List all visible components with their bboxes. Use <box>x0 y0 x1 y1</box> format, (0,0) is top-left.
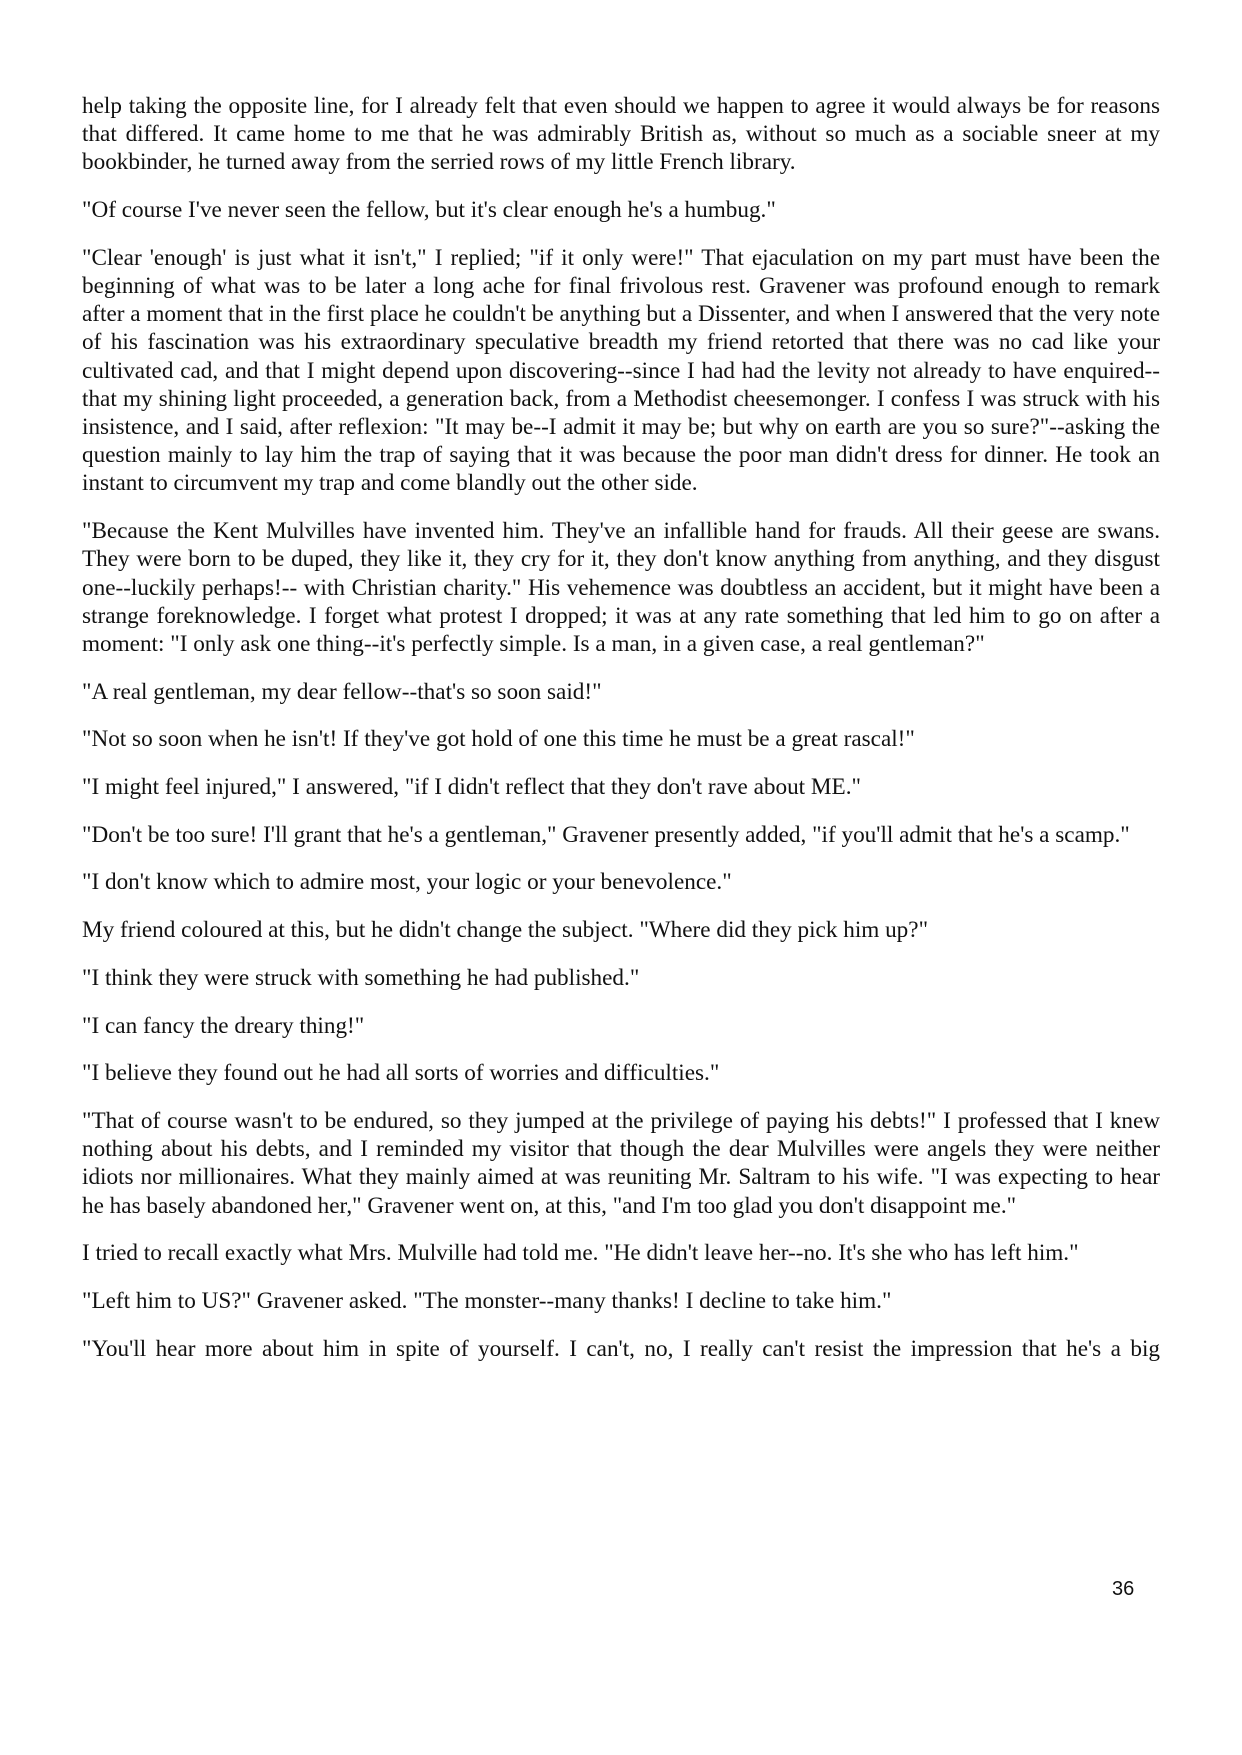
page-number: 36 <box>1112 1578 1135 1600</box>
paragraph: "I believe they found out he had all sorts of worries and difficulties." <box>82 1060 720 1087</box>
paragraph: "A real gentleman, my dear fellow--that's so soon said!" <box>82 678 602 705</box>
paragraph: I tried to recall exactly what Mrs. Mulville had told me. "He didn't leave her--no. It's she who has left him." <box>82 1240 1079 1267</box>
paragraph: "Not so soon when he isn't! If they've got hold of one this time he must be a great rascal!" <box>82 726 915 753</box>
paragraph: "I can fancy the dreary thing!" <box>82 1012 365 1039</box>
paragraph: "Because the Kent Mulvilles have invented him. They've an infallible hand for frauds. All their geese are swans. They were born to be duped, they like it, they cry for it, they don't know anything from anything, and they disgust one--luckily perhaps!-- with Christian charity." His vehemence was doubtless an accident, but it might have been a strange foreknowledge. I forget what protest I dropped; it was at any rate something that led him to go on after a moment: "I only ask one thing--it's perfectly simple. Is a man, in a given case, a real gentleman?" <box>82 518 1160 657</box>
paragraph: "Left him to US?" Gravener asked. "The monster--many thanks! I decline to take him." <box>82 1288 892 1314</box>
paragraph: "Don't be too sure! I'll grant that he's a gentleman," Gravener presently added, "if you'll admit that he's a scamp." <box>82 821 1130 848</box>
paragraph: My friend coloured at this, but he didn't change the subject. "Where did they pick him up?" <box>82 917 929 944</box>
paragraph: "You'll hear more about him in spite of yourself. I can't, no, I really can't resist the impression that he's a big <box>82 1335 1160 1362</box>
paragraph: "Clear 'enough' is just what it isn't," I replied; "if it only were!" That ejaculation on my part must have been the beginning of what was to be later a long ache for final frivolous rest. Gravener was profound enough to remark after a moment that in the first place he couldn't be anything but a Dissenter, and when I answered that the very note of his fascination was his extraordinary speculative breadth my friend retorted that there was no cad like your cultivated cad, and that I might depend upon discovering--since I had had the levity not already to have enquired--that my shining light proceeded, a generation back, from a Methodist cheesemonger. I confess I was struck with his insistence, and I said, after reflexion: "It may be--I admit it may be; but why on earth are you so sure?"--asking the question mainly to lay him the trap of saying that it was because the poor man didn't dress for dinner. He took an instant to circumvent my trap and come blandly out the other side. <box>82 244 1160 497</box>
paragraph: help taking the opposite line, for I already felt that even should we happen to agree it would always be for reasons that differed. It came home to me that he was admirably British as, without so much as a sociable sneer at my bookbinder, he turned away from the serried rows of my little French library. <box>82 93 1160 176</box>
paragraph: "I think they were struck with something he had published." <box>82 964 640 991</box>
paragraph: "Of course I've never seen the fellow, but it's clear enough he's a humbug." <box>82 197 776 224</box>
paragraph: "I might feel injured," I answered, "if I didn't reflect that they don't rave about ME." <box>82 774 861 801</box>
page-body <box>82 92 1160 1382</box>
paragraph: "I don't know which to admire most, your logic or your benevolence." <box>82 869 732 896</box>
paragraph: "That of course wasn't to be endured, so they jumped at the privilege of paying his debts!" I professed that I knew nothing about his debts, and I reminded my visitor that though the dear Mulvilles were angels they were neither idiots nor millionaires. What they mainly aimed at was reuniting Mr. Saltram to his wife. "I was expecting to hear he has basely abandoned her," Gravener went on, at this, "and I'm too glad you don't disappoint me." <box>82 1107 1160 1219</box>
